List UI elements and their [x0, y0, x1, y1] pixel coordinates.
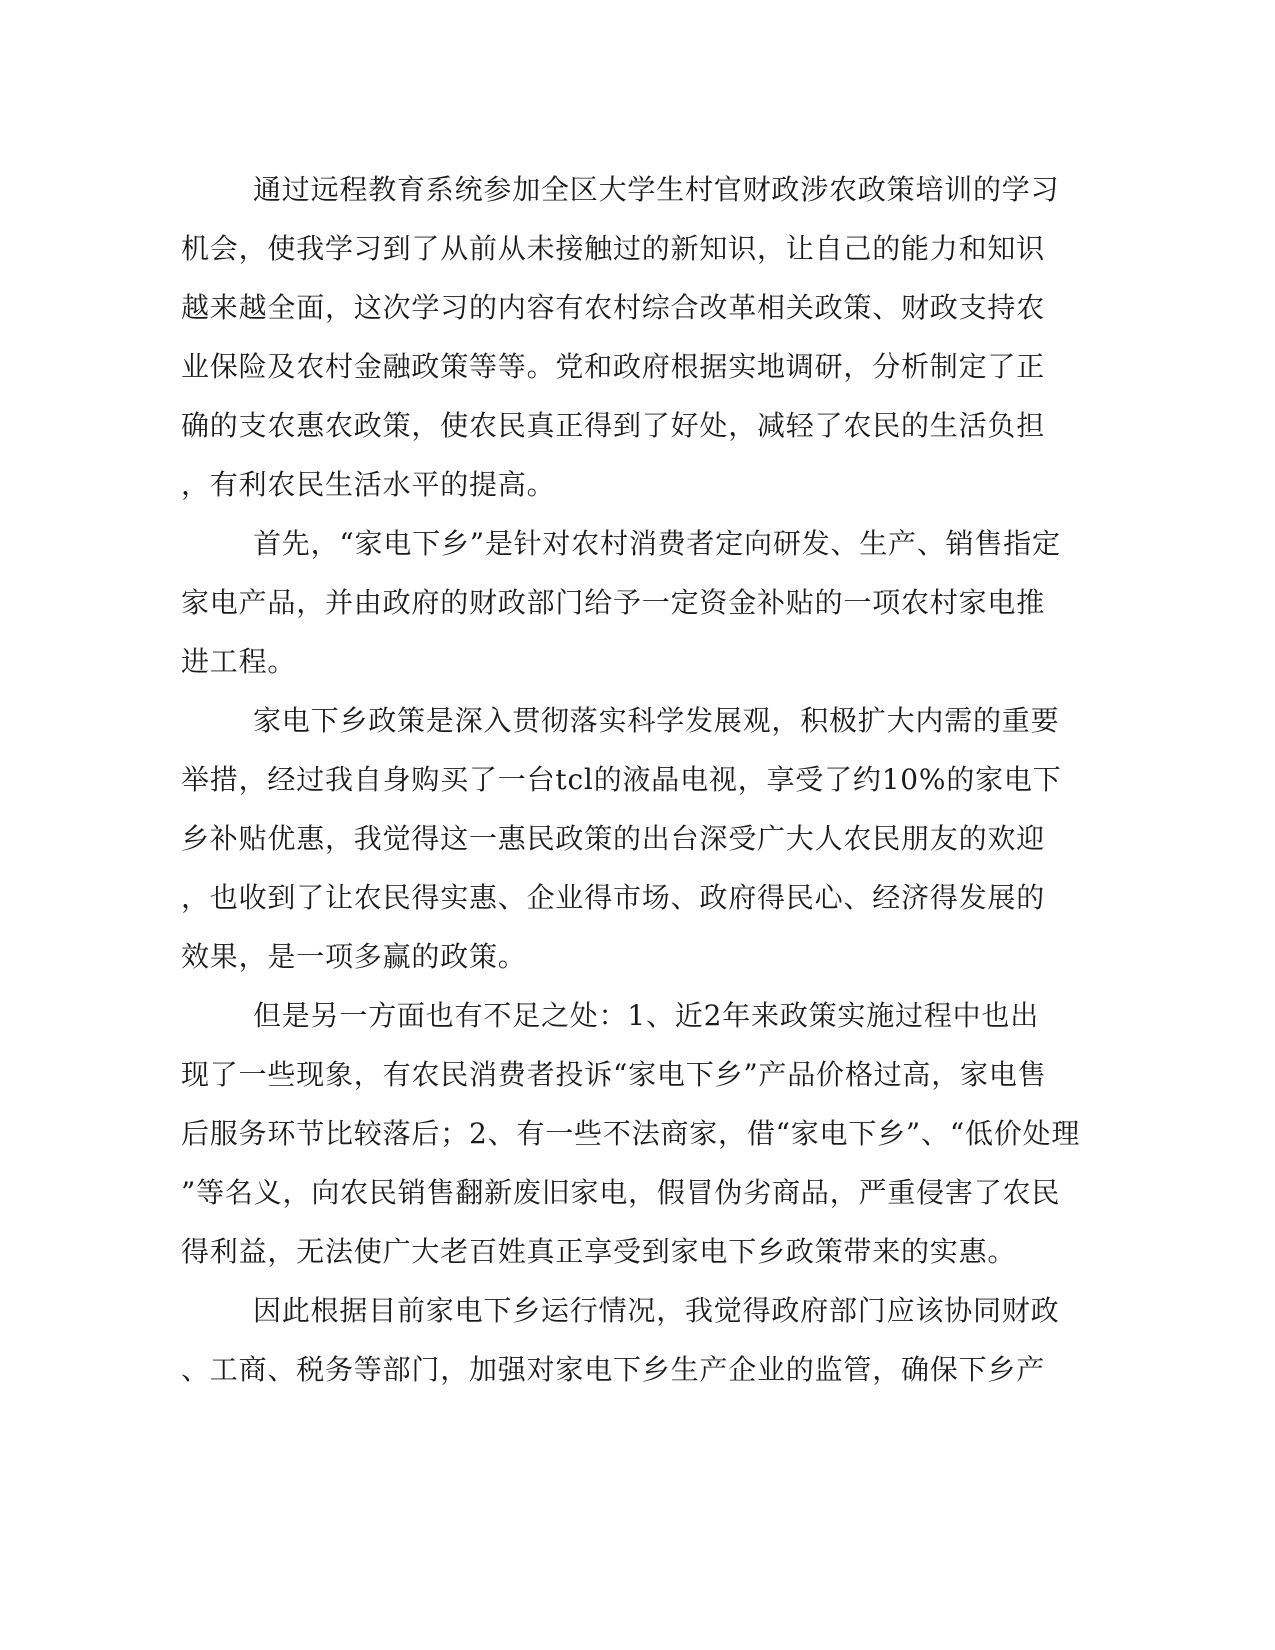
text-line: 现了一些现象，有农民消费者投诉“家电下乡”产品价格过高，家电售: [181, 1058, 1047, 1091]
text-line: 、工商、税务等部门，加强对家电下乡生产企业的监管，确保下乡产: [181, 1353, 1046, 1386]
text-line: 首先，“家电下乡”是针对农村消费者定向研发、生产、销售指定: [253, 527, 1061, 560]
text-line: 越来越全面，这次学习的内容有农村综合改革相关政策、财政支持农: [181, 291, 1046, 324]
text-line: 业保险及农村金融政策等等。党和政府根据实地调研，分析制定了正: [181, 350, 1046, 383]
text-line: 效果，是一项多赢的政策。: [181, 940, 527, 973]
text-line: 家电下乡政策是深入贯彻落实科学发展观，积极扩大内需的重要: [253, 704, 1060, 737]
text-line: ，有利农民生活水平的提高。: [181, 468, 556, 501]
text-line: 得利益，无法使广大老百姓真正享受到家电下乡政策带来的实惠。: [181, 1235, 1017, 1268]
text-line: 举措，经过我自身购买了一台tcl的液晶电视，享受了约10%的家电下: [181, 763, 1062, 796]
body-text: [181, 160, 1081, 1399]
text-line: 家电产品，并由政府的财政部门给予一定资金补贴的一项农村家电推: [181, 586, 1046, 619]
text-line: 进工程。: [181, 645, 297, 678]
text-line: 通过远程教育系统参加全区大学生村官财政涉农政策培训的学习: [253, 173, 1060, 206]
text-line: ，也收到了让农民得实惠、企业得市场、政府得民心、经济得发展的: [181, 881, 1046, 914]
text-line: 机会，使我学习到了从前从未接触过的新知识，让自己的能力和知识: [181, 232, 1046, 265]
text-line: ”等名义，向农民销售翻新废旧家电，假冒伪劣商品，严重侵害了农民: [181, 1176, 1061, 1209]
text-line: 但是另一方面也有不足之处：1、近2年来政策实施过程中也出: [253, 999, 1040, 1032]
text-line: 因此根据目前家电下乡运行情况，我觉得政府部门应该协同财政: [253, 1294, 1060, 1327]
text-line: 后服务环节比较落后；2、有一些不法商家，借“家电下乡”、“低价处理: [181, 1117, 1081, 1150]
text-line: 确的支农惠农政策，使农民真正得到了好处，减轻了农民的生活负担: [181, 409, 1046, 442]
text-line: 乡补贴优惠，我觉得这一惠民政策的出台深受广大人农民朋友的欢迎: [181, 822, 1046, 855]
